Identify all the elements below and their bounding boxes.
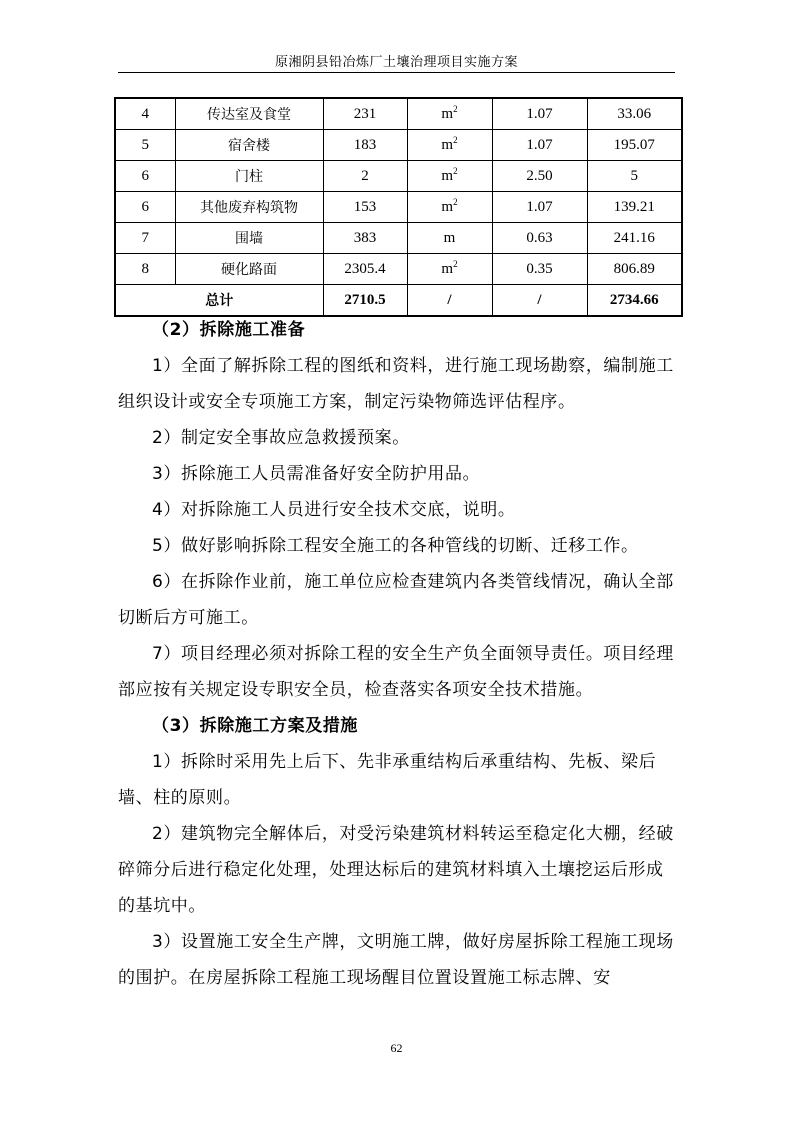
row-number: 6 [115, 192, 175, 223]
paragraph: 1）全面了解拆除工程的图纸和资料，进行施工现场勘察，编制施工组织设计或安全专项施工方案，制定污染物筛选评估程序。 [118, 356, 674, 412]
table-row [115, 161, 682, 192]
paragraph: 5）做好影响拆除工程安全施工的各种管线的切断、迁移工作。 [152, 536, 639, 556]
unit-base: m [441, 260, 454, 277]
row-number: 5 [115, 130, 175, 161]
row-total: 5 [587, 161, 682, 192]
row-number: 7 [115, 223, 175, 254]
row-total: 33.06 [587, 98, 682, 130]
unit-base: m [441, 198, 454, 215]
unit-base: m [441, 136, 454, 153]
quantity: 153 [323, 192, 407, 223]
demolition-quantity-table [114, 97, 683, 317]
header-divider [118, 72, 675, 73]
total-unit: / [407, 285, 492, 317]
paragraph: 2）制定安全事故应急救援预案。 [152, 428, 410, 448]
unit-factor: 1.07 [492, 98, 587, 130]
unit [407, 161, 492, 192]
unit-exponent: 2 [453, 196, 458, 207]
section-heading: （2）拆除施工准备 [152, 320, 306, 340]
unit [407, 192, 492, 223]
table-row [115, 223, 682, 254]
unit-base: m [443, 229, 456, 246]
section-heading: （3）拆除施工方案及措施 [152, 716, 359, 736]
page-header: 原湘阴县铅冶炼厂土壤治理项目实施方案 [274, 55, 518, 70]
row-total: 139.21 [587, 192, 682, 223]
total-factor: / [492, 285, 587, 317]
page-number: 62 [390, 1041, 403, 1055]
item-name: 门柱 [175, 161, 323, 192]
body-text [118, 312, 680, 996]
row-number: 4 [115, 98, 175, 130]
item-name: 围墙 [175, 223, 323, 254]
table-row [115, 254, 682, 285]
paragraph: 3）设置施工安全生产牌，文明施工牌，做好房屋拆除工程施工现场的围护。在房屋拆除工程施工现场醒目位置设置施工标志牌、安 [118, 932, 674, 988]
item-name: 传达室及食堂 [175, 98, 323, 130]
table-row [115, 98, 682, 130]
table-row [115, 130, 682, 161]
paragraph: 6）在拆除作业前，施工单位应检查建筑内各类管线情况，确认全部切断后方可施工。 [118, 572, 674, 628]
quantity: 183 [323, 130, 407, 161]
unit-base: m [441, 167, 454, 184]
quantity: 2 [323, 161, 407, 192]
paragraph: 2）建筑物完全解体后，对受污染建筑材料转运至稳定化大棚，经破碎筛分后进行稳定化处理，处理达标后的建筑材料填入土壤挖运后形成的基坑中。 [118, 824, 674, 916]
row-total: 806.89 [587, 254, 682, 285]
paragraph: 1）拆除时采用先上后下、先非承重结构后承重结构、先板、梁后墙、柱的原则。 [118, 752, 657, 808]
unit [407, 98, 492, 130]
item-name: 硬化路面 [175, 254, 323, 285]
unit-exponent: 2 [453, 103, 458, 114]
quantity: 383 [323, 223, 407, 254]
unit [407, 130, 492, 161]
unit-exponent: 2 [453, 134, 458, 145]
unit-factor: 0.63 [492, 223, 587, 254]
unit-factor: 0.35 [492, 254, 587, 285]
paragraph: 3）拆除施工人员需准备好安全防护用品。 [152, 464, 481, 484]
row-total: 241.16 [587, 223, 682, 254]
item-name: 其他废弃构筑物 [175, 192, 323, 223]
row-number: 6 [115, 161, 175, 192]
grand-total: 2734.66 [587, 285, 682, 317]
paragraph: 7）项目经理必须对拆除工程的安全生产负全面领导责任。项目经理部应按有关规定设专职安全员，检查落实各项安全技术措施。 [118, 644, 674, 700]
quantity: 231 [323, 98, 407, 130]
paragraph: 4）对拆除施工人员进行安全技术交底，说明。 [152, 500, 516, 520]
total-label: 总计 [115, 285, 323, 317]
table-row [115, 192, 682, 223]
unit [407, 223, 492, 254]
total-quantity: 2710.5 [323, 285, 407, 317]
row-total: 195.07 [587, 130, 682, 161]
unit-exponent: 2 [453, 165, 458, 176]
unit-factor: 1.07 [492, 192, 587, 223]
unit-base: m [441, 105, 454, 122]
quantity: 2305.4 [323, 254, 407, 285]
unit-factor: 2.50 [492, 161, 587, 192]
unit [407, 254, 492, 285]
item-name: 宿舍楼 [175, 130, 323, 161]
row-number: 8 [115, 254, 175, 285]
unit-factor: 1.07 [492, 130, 587, 161]
unit-exponent: 2 [453, 258, 458, 269]
